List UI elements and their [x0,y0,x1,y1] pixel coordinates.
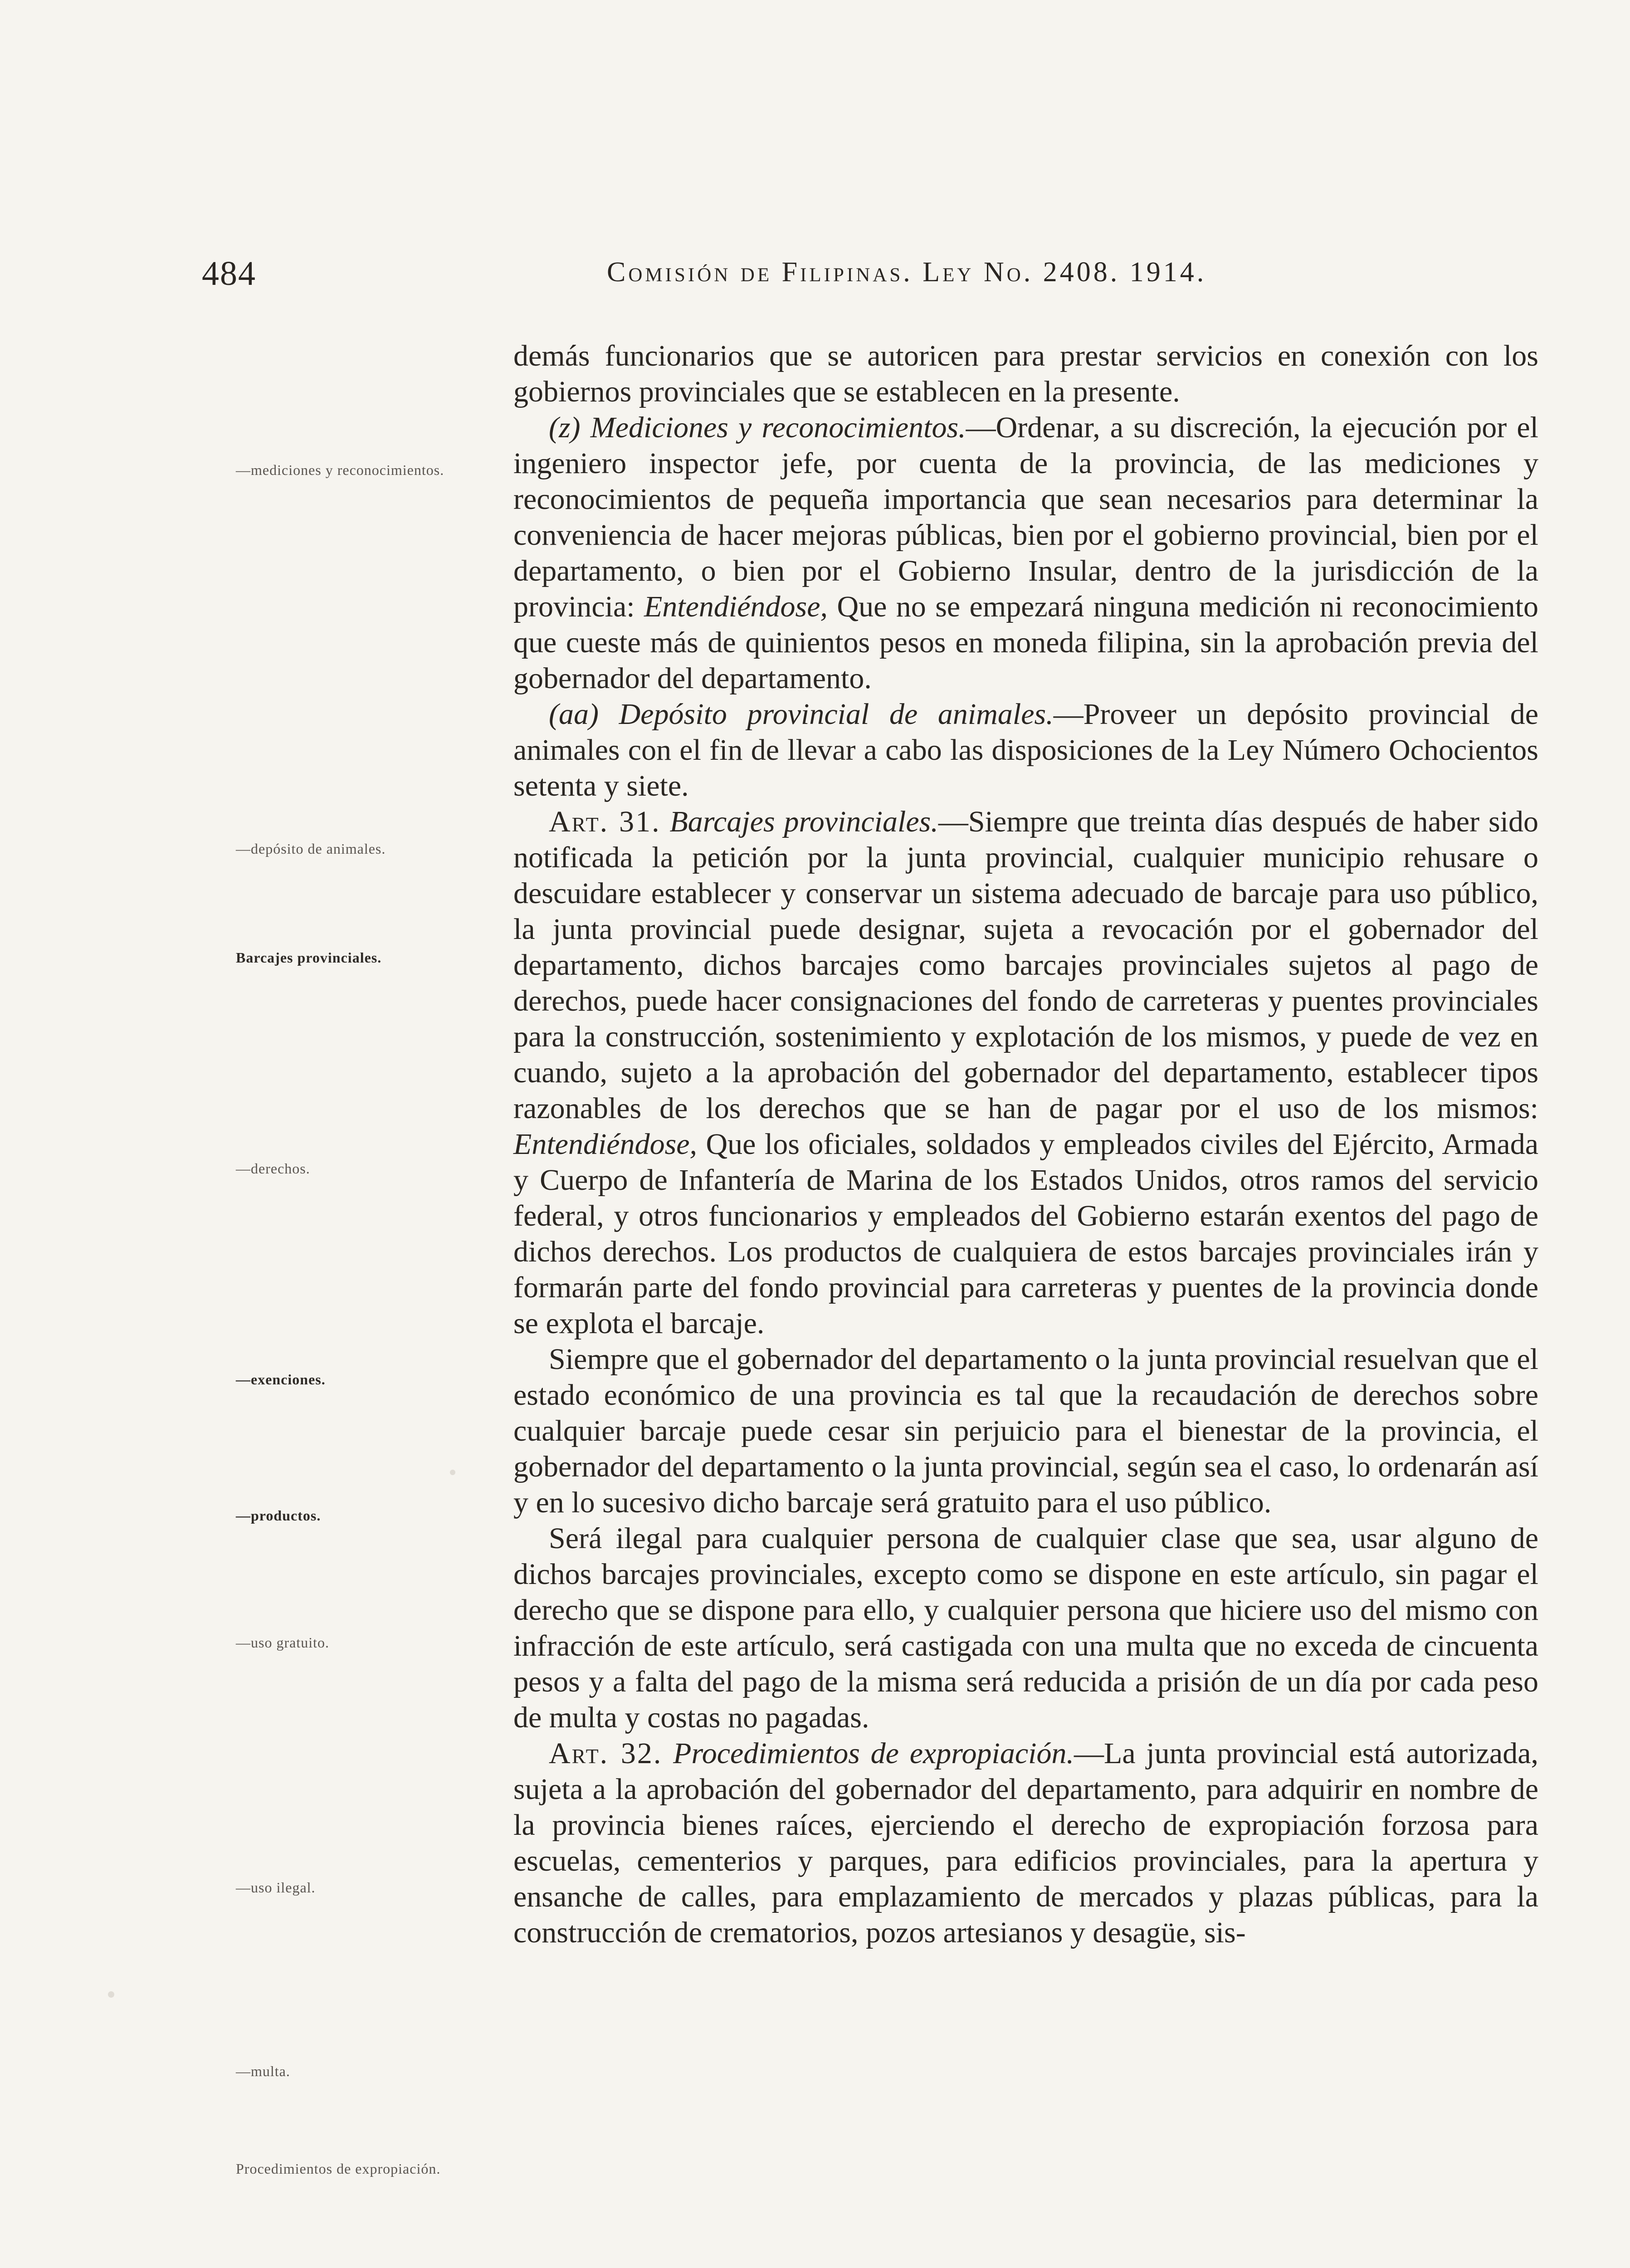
paragraph-continuation: demás funcionarios que se autoricen para prestar servicios en conexión con los gobiernos provinciales que se establecen en la presente. [513,339,1538,408]
article-32-text: —La junta provincial está autorizada, sujeta a la aprobación del gobernador del departamento, para adquirir en nombre de la provincia bienes raíces, ejerciendo el derecho de expropiación forzosa para escuelas, cementerios y parques, para edificios provinciales, para la apertura y ensanche de calles, para emplazamiento de mercados y plazas públicas, para la construcción de crematorios, pozos artesianos y desagüe, sis- [513,1737,1539,1949]
margin-note-multa: —multa. [236,2063,290,2079]
article-31 [513,804,1538,1341]
margin-note-deposito: —depósito de animales. [236,841,386,857]
article-31-number: Art. 31. [549,805,661,838]
paragraph-uso-gratuito: Siempre que el gobernador del departamento o la junta provincial resuelvan que el estado económico de una provincia es tal que la recaudación de derechos sobre cualquier barcaje puede cesar sin perjuicio para el bienestar de la provincia, el gobernador del departamento o la junta provincial, según sea el caso, lo ordenarán así y en lo sucesivo dicho barcaje será gratuito para el uso público. [513,1343,1538,1519]
margin-note-productos: —productos. [236,1507,321,1524]
margin-note-expropiacion: Procedimientos de expropiación. [236,2160,441,2177]
proviso-z: Entendiéndose, [644,590,828,623]
margin-note-uso-gratuito: —uso gratuito. [236,1634,329,1651]
article-31-text-b: Que los oficiales, soldados y empleados civiles del Ejército, Armada y Cuerpo de Infantería de Marina de los Estados Unidos, otros ramos del servicio federal, y otros funcionarios y empleados del Gobierno estarán exentos del pago de dichos derechos. Los productos de cualquiera de estos barcajes provinciales irán y formarán parte del fondo provincial para carreteras y puentes de la provincia donde se explota el barcaje. [513,1128,1538,1340]
scan-speck [450,1470,455,1475]
clause-text-aa: —Proveer un depósito provincial de animales con el fin de llevar a cabo las disposiciones de la Ley Número Ochocientos setenta y siete. [513,698,1538,802]
paragraph-deposito [513,696,1538,804]
scan-speck [108,1991,114,1998]
margin-note-mediciones: —mediciones y reconocimientos. [236,462,444,478]
clause-label-z: (z) Mediciones y reconocimientos. [549,411,966,444]
running-head: Comisión de Filipinas. Ley No. 2408. 1914. [607,257,1207,288]
clause-text-z-end: Que no se empezará ninguna medición ni reconocimiento que cueste más de quinientos pesos en moneda filipina, sin la aprobación previa del gobernador del departamento. [513,590,1539,695]
page-number: 484 [202,254,256,293]
article-32 [513,1735,1538,1950]
margin-note-exenciones: —exenciones. [236,1371,326,1388]
article-31-proviso: Entendiéndose, [513,1128,698,1161]
article-31-title: Barcajes provinciales. [669,805,938,838]
article-32-title: Procedimientos de expropiación. [673,1737,1074,1770]
margin-note-barcajes: Barcajes provinciales. [236,949,382,966]
clause-label-aa: (aa) Depósito provincial de animales. [549,698,1054,731]
margin-note-uso-ilegal: —uso ilegal. [236,1879,316,1896]
article-32-number: Art. 32. [549,1737,663,1770]
margin-note-derechos: —derechos. [236,1160,310,1177]
body-text [513,338,1538,1950]
article-31-text-a: —Siempre que treinta días después de haber sido notificada la petición por la junta provincial, cualquier municipio rehusare o descuidare establecer y conservar un sistema adecuado de barcaje para uso público, la junta provincial puede designar, sujeta a revocación por el gobernador del departamento, dichos barcajes como barcajes provinciales sujetos al pago de derechos, puede hacer consignaciones del fondo de carreteras y puentes provinciales para la construcción, sostenimiento y explotación de los mismos, y puede de vez en cuando, sujeto a la aprobación del gobernador del departamento, establecer tipos razonables de los derechos que se han de pagar por el uso de los mismos: [513,805,1538,1125]
paragraph-mediciones [513,410,1538,696]
paragraph-uso-ilegal: Será ilegal para cualquier persona de cualquier clase que sea, usar alguno de dichos barcajes provinciales, excepto como se dispone en este artículo, sin pagar el derecho que se dispone para ello, y cualquier persona que hiciere uso del mismo con infracción de este artículo, será castigada con una multa que no exceda de cincuenta pesos y a falta del pago de la misma será reducida a prisión de un día por cada peso de multa y costas no pagadas. [513,1522,1538,1734]
clause-text-z: —Ordenar, a su discreción, la ejecución por el ingeniero inspector jefe, por cuenta de la provincia, de las mediciones y reconocimientos de pequeña importancia que sean necesarios para determinar la conveniencia de hacer mejoras públicas, bien por el gobierno provincial, bien por el departamento, o bien por el Gobierno Insular, dentro de la jurisdicción de la provincia: [513,411,1538,623]
